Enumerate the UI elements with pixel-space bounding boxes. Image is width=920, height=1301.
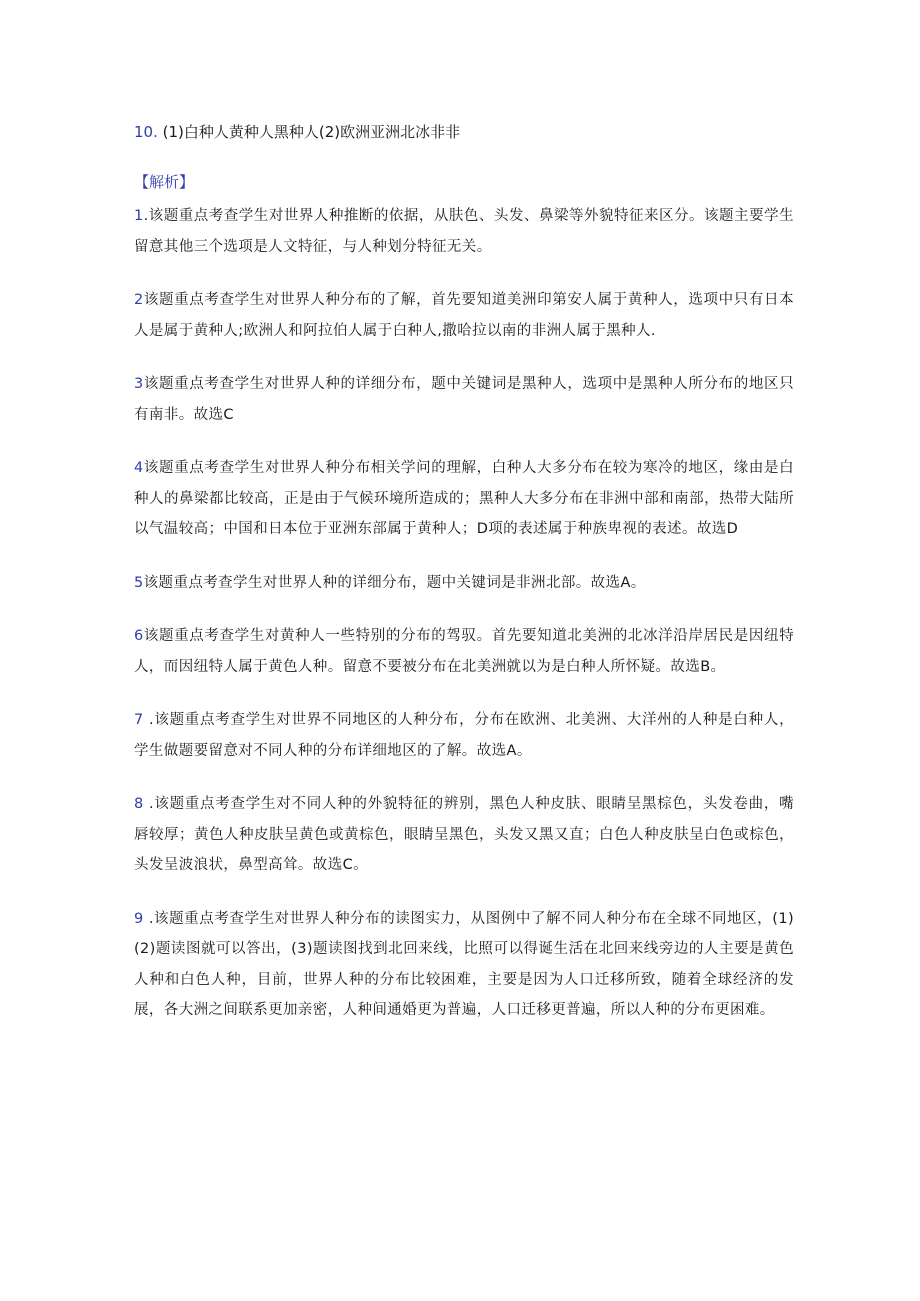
paragraph-text: 该题重点考查学生对世界人种分布相关学问的理解，白种人大多分布在较为寒冷的地区，缘由是白种人的鼻梁都比较高，正是由于气候环境所造成的；黑种人大多分布在非洲中部和南部，热带大陆所以气温较高；中国和日本位于亚洲东部属于黄种人；D项的表述属于种族卑视的表述。故选D — [134, 460, 794, 537]
analysis-label: 【解析】 — [134, 173, 195, 191]
paragraph-text: 该题重点考查学生对世界人种的详细分布，题中关键词是黑种人，选项中是黑种人所分布的地区只有南非。故选C — [134, 376, 794, 423]
paragraph-number: 2 — [134, 292, 144, 308]
analysis-paragraph-2 — [134, 285, 794, 346]
answer-text: (1)白种人黄种人黑种人(2)欧洲亚洲北冰非非 — [162, 123, 461, 141]
paragraph-text: 该题重点考查学生对世界人种的详细分布，题中关键词是非洲北部。故选A。 — [143, 574, 646, 591]
analysis-paragraph-9 — [134, 904, 794, 1026]
document-content — [134, 119, 794, 1049]
paragraph-number: 8 — [134, 796, 144, 812]
paragraph-number: 3 — [134, 376, 144, 392]
paragraph-text: .该题重点考查学生对不同人种的外貌特征的辨别，黑色人种皮肤、眼睛呈黑棕色，头发卷曲，嘴唇较厚；黄色人种皮肤呈黄色或黄棕色，眼睛呈黑色，头发又黑又直；白色人种皮肤呈白色或棕色，头发呈波浪状，鼻型高耸。故选C。 — [134, 796, 794, 873]
analysis-paragraph-5 — [134, 568, 794, 599]
analysis-paragraph-7 — [134, 705, 794, 766]
paragraph-number: 4 — [134, 460, 144, 476]
analysis-paragraph-8 — [134, 789, 794, 881]
paragraph-number: 7 — [134, 712, 144, 728]
paragraph-text: 该题重点考查学生对黄种人一些特别的分布的驾驭。首先要知道北美洲的北冰洋沿岸居民是因纽特人，而因纽特人属于黄色人种。留意不要被分布在北美洲就以为是白种人所怀疑。故选B。 — [134, 628, 794, 675]
analysis-paragraph-3 — [134, 369, 794, 430]
answer-number: 10. — [134, 123, 158, 141]
paragraph-text: .该题重点考查学生对世界人种推断的依据，从肤色、头发、鼻梁等外貌特征来区分。该题主要学生留意其他三个选项是人文特征，与人种划分特征无关。 — [134, 208, 794, 255]
paragraph-number: 6 — [134, 628, 144, 644]
paragraph-number: 9 — [134, 910, 144, 927]
paragraph-text: .该题重点考查学生对世界不同地区的人种分布，分布在欧洲、北美洲、大洋州的人种是白种人，学生做题要留意对不同人种的分布详细地区的了解。故选A。 — [134, 712, 794, 759]
paragraph-number: 5 — [134, 574, 144, 591]
analysis-paragraph-6 — [134, 621, 794, 682]
analysis-paragraph-4 — [134, 453, 794, 545]
paragraph-text: 该题重点考查学生对世界人种分布的了解，首先要知道美洲印第安人属于黄种人，选项中只有日本人是属于黄种人;欧洲人和阿拉伯人属于白种人,撒哈拉以南的非洲人属于黑种人. — [134, 292, 794, 339]
paragraph-number: 1 — [134, 208, 144, 224]
analysis-paragraph-1 — [134, 201, 794, 262]
paragraph-text: .该题重点考查学生对世界人种分布的读图实力，从图例中了解不同人种分布在全球不同地区，(1)(2)题读图就可以答出，(3)题读图找到北回来线，比照可以得诞生活在北回来线旁边的人主要是黄色人种和白色人种，目前，世界人种的分布比较困难，主要是因为人口迁移所致，随着全球经济的发展，各大洲之间联系更加亲密，人种间通婚更为普遍，人口迁移更普遍，所以人种的分布更困难。 — [134, 910, 794, 1018]
answer-line — [134, 119, 794, 145]
